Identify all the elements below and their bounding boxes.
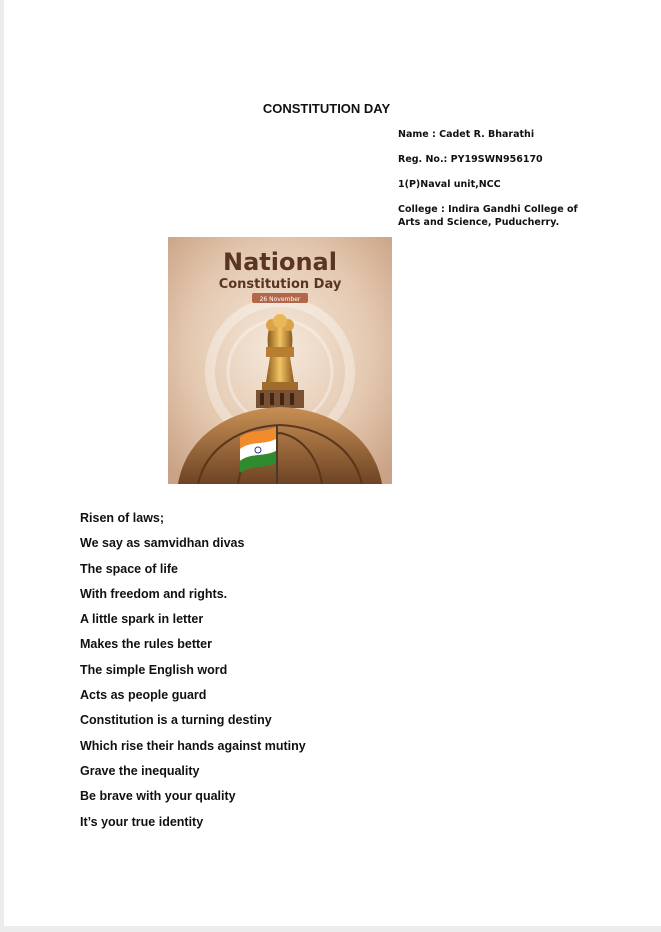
- author-details: [398, 128, 598, 229]
- poem-line: Constitution is a turning destiny: [80, 713, 272, 728]
- registration-number: Reg. No.: PY19SWN956170: [398, 154, 543, 165]
- poem-line: It’s your true identity: [80, 814, 204, 829]
- poster-subheading: Constitution Day: [218, 277, 342, 292]
- poster-heading: National: [223, 248, 337, 276]
- poem-line: A little spark in letter: [80, 612, 204, 627]
- college-name: [398, 203, 598, 229]
- poem-line: The space of life: [80, 561, 178, 576]
- page-title: CONSTITUTION DAY: [262, 101, 391, 116]
- poem: [80, 510, 306, 839]
- author-name: Name : Cadet R. Bharathi: [398, 129, 535, 140]
- poem-line: We say as samvidhan divas: [80, 536, 245, 551]
- college-line-2: Arts and Science, Puducherry.: [398, 217, 560, 228]
- poem-line: Makes the rules better: [80, 637, 212, 652]
- poem-line: The simple English word: [80, 662, 228, 677]
- poem-line: Acts as people guard: [80, 688, 207, 703]
- constitution-day-poster: [168, 237, 392, 484]
- unit-name: 1(P)Naval unit,NCC: [398, 179, 501, 190]
- poem-line: Be brave with your quality: [80, 789, 236, 804]
- college-line-1: College : Indira Gandhi College of: [398, 204, 578, 215]
- poem-line: Which rise their hands against mutiny: [80, 738, 306, 753]
- ashoka-emblem-icon: [262, 314, 298, 390]
- poster-illustration: [168, 237, 392, 484]
- poem-line: Risen of laws;: [80, 511, 165, 525]
- poster-date: 26 November: [259, 296, 301, 303]
- poem-line: Grave the inequality: [80, 763, 200, 778]
- poem-line: With freedom and rights.: [80, 586, 228, 601]
